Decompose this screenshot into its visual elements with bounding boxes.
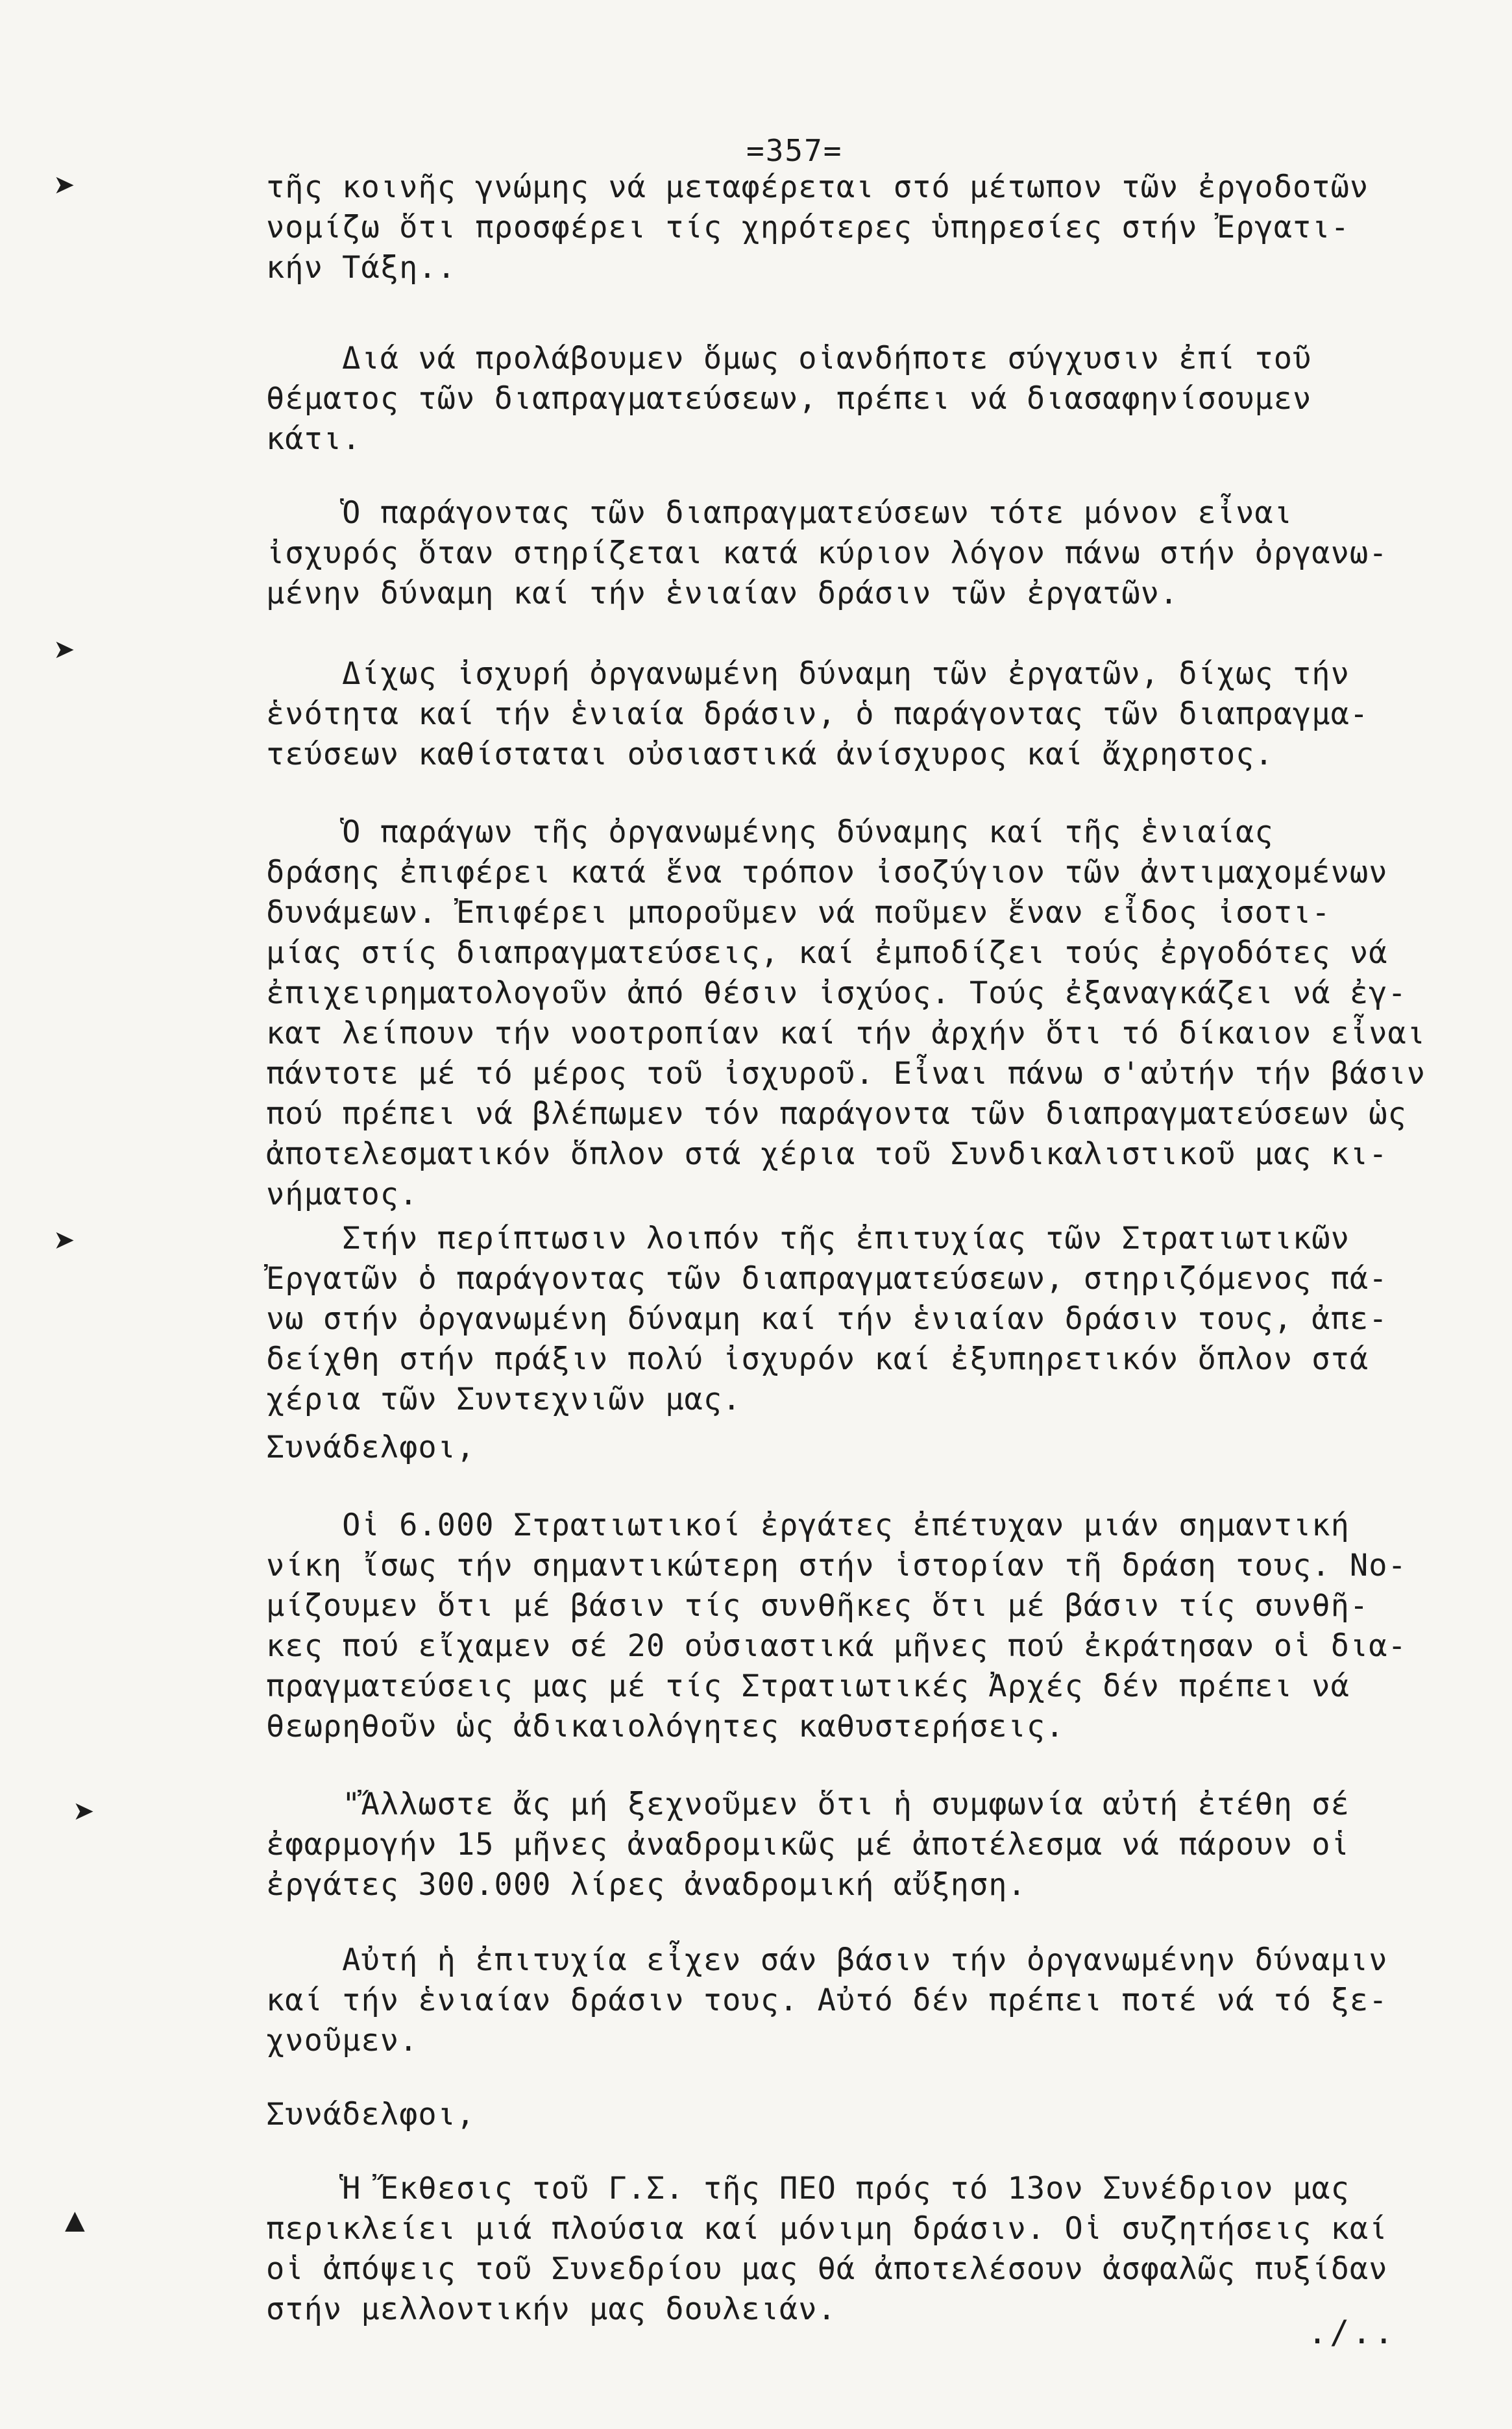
text-line: θεωρηθοῦν ὡς ἀδικαιολόγητες καθυστερήσεις. xyxy=(266,1709,1065,1744)
continuation-mark: ./.. xyxy=(1308,2313,1396,2351)
text-line: Δίχως ἰσχυρή ὀργανωμένη δύναμη τῶν ἐργατῶν, δίχως τήν xyxy=(266,656,1350,692)
text-line: ἐργάτες 300.000 λίρες ἀναδρομική αὔξηση. xyxy=(266,1867,1027,1903)
text-line: Στήν περίπτωσιν λοιπόν τῆς ἐπιτυχίας τῶν Στρατιωτικῶν xyxy=(266,1221,1350,1256)
text-line: "Ἄλλωστε ἄς μή ξεχνοῦμεν ὅτι ἡ συμφωνία αὐτή ἐτέθη σέ xyxy=(266,1787,1350,1822)
text-line: δυνάμεων. Ἐπιφέρει μποροῦμεν νά ποῦμεν ἕναν εἶδος ἰσοτι- xyxy=(266,895,1331,931)
paragraph xyxy=(266,167,1486,288)
text-line: καί τήν ἑνιαίαν δράσιν τους. Αὐτό δέν πρέπει ποτέ νά τό ξε- xyxy=(266,1983,1388,2018)
text-line: νομίζω ὅτι προσφέρει τίς χηρότερες ὑπηρεσίες στήν Ἐργατι- xyxy=(266,210,1350,245)
text-line: οἱ ἀπόψεις τοῦ Συνεδρίου μας θά ἀποτελέσουν ἀσφαλῶς πυξίδαν xyxy=(266,2251,1388,2287)
text-line: μίζουμεν ὅτι μέ βάσιν τίς συνθῆκες ὅτι μέ βάσιν τίς συνθῆ- xyxy=(266,1588,1369,1624)
text-line: Διά νά προλάβουμεν ὅμως οἱανδήποτε σύγχυσιν ἐπί τοῦ xyxy=(266,341,1312,376)
paragraph xyxy=(266,1940,1486,2061)
paragraph xyxy=(266,339,1486,459)
text-line: μίας στίς διαπραγματεύσεις, καί ἐμποδίζει τούς ἐργοδότες νά xyxy=(266,935,1388,971)
page-number: =357= xyxy=(746,133,843,168)
text-line: τεύσεων καθίσταται οὐσιαστικά ἀνίσχυρος καί ἄχρηστος. xyxy=(266,737,1274,772)
text-line: Συνάδελφοι, xyxy=(266,2097,476,2132)
text-line: μένην δύναμη καί τήν ἑνιαίαν δράσιν τῶν ἐργατῶν. xyxy=(266,576,1179,611)
salutation xyxy=(266,1428,1486,1468)
margin-arrow-icon: ➤ xyxy=(53,1225,75,1255)
text-line: Συνάδελφοι, xyxy=(266,1430,476,1465)
text-line: δείχθη στήν πράξιν πολύ ἰσχυρόν καί ἐξυπηρετικόν ὅπλον στά xyxy=(266,1341,1369,1377)
paragraph xyxy=(266,1219,1486,1420)
text-line: ἰσχυρός ὅταν στηρίζεται κατά κύριον λόγον πάνω στήν ὀργανω- xyxy=(266,535,1388,571)
text-line: πραγματεύσεις μας μέ τίς Στρατιωτικές Ἀρχές δέν πρέπει νά xyxy=(266,1668,1350,1704)
text-line: κάτι. xyxy=(266,421,361,457)
text-line: τῆς κοινῆς γνώμης νά μεταφέρεται στό μέτωπον τῶν ἐργοδοτῶν xyxy=(266,169,1369,205)
text-line: στήν μελλοντικήν μας δουλειάν. xyxy=(266,2291,836,2327)
text-line: κήν Τάξη.. xyxy=(266,250,456,286)
text-line: κατ λείπουν τήν νοοτροπίαν καί τήν ἀρχήν ὅτι τό δίκαιον εἶναι xyxy=(266,1016,1426,1051)
margin-arrow-icon: ➤ xyxy=(53,170,75,200)
text-line: χνοῦμεν. xyxy=(266,2023,419,2058)
paragraph xyxy=(266,493,1486,614)
text-line: ἐφαρμογήν 15 μῆνες ἀναδρομικῶς μέ ἀποτέλεσμα νά πάρουν οἱ xyxy=(266,1827,1350,1862)
paragraph xyxy=(266,2169,1486,2330)
text-line: πάντοτε μέ τό μέρος τοῦ ἰσχυροῦ. Εἶναι πάνω σ'αὐτήν τήν βάσιν xyxy=(266,1056,1426,1092)
margin-arrow-icon: ▲ xyxy=(65,2205,85,2235)
paragraph xyxy=(266,812,1486,1215)
text-line: Ὁ παράγοντας τῶν διαπραγματεύσεων τότε μόνον εἶναι xyxy=(266,495,1293,531)
margin-arrow-icon: ➤ xyxy=(73,1796,95,1826)
text-line: θέματος τῶν διαπραγματεύσεων, πρέπει νά διασαφηνίσουμεν xyxy=(266,381,1312,417)
text-line: κες πού εἴχαμεν σέ 20 οὐσιαστικά μῆνες πού ἐκράτησαν οἱ δια- xyxy=(266,1628,1407,1664)
margin-arrow-icon: ➤ xyxy=(53,635,75,665)
text-line: χέρια τῶν Συντεχνιῶν μας. xyxy=(266,1382,742,1417)
text-line: περικλείει μιά πλούσια καί μόνιμη δράσιν. Οἱ συζητήσεις καί xyxy=(266,2211,1388,2247)
text-line: Αὐτή ἡ ἐπιτυχία εἶχεν σάν βάσιν τήν ὀργανωμένην δύναμιν xyxy=(266,1942,1388,1978)
text-line: ἐπιχειρηματολογοῦν ἀπό θέσιν ἰσχύος. Τούς ἐξαναγκάζει νά ἐγ- xyxy=(266,975,1407,1011)
text-line: νω στήν ὀργανωμένη δύναμη καί τήν ἑνιαίαν δράσιν τους, ἀπε- xyxy=(266,1301,1388,1337)
text-line: Οἱ 6.000 Στρατιωτικοί ἐργάτες ἐπέτυχαν μιάν σημαντική xyxy=(266,1507,1350,1543)
paragraph xyxy=(266,1506,1486,1747)
paragraph xyxy=(266,1785,1486,1905)
text-line: δράσης ἐπιφέρει κατά ἕνα τρόπον ἰσοζύγιον τῶν ἀντιμαχομένων xyxy=(266,855,1388,890)
text-line: πού πρέπει νά βλέπωμεν τόν παράγοντα τῶν διαπραγματεύσεων ὡς xyxy=(266,1096,1407,1132)
text-line: ἑνότητα καί τήν ἑνιαία δράσιν, ὁ παράγοντας τῶν διαπραγμα- xyxy=(266,696,1369,732)
salutation xyxy=(266,2095,1486,2135)
paragraph xyxy=(266,654,1486,775)
text-line: ἀποτελεσματικόν ὅπλον στά χέρια τοῦ Συνδικαλιστικοῦ μας κι- xyxy=(266,1136,1388,1172)
text-line: νήματος. xyxy=(266,1177,419,1212)
text-line: Ἡ Ἔκθεσις τοῦ Γ.Σ. τῆς ΠΕΟ πρός τό 13ον Συνέδριον μας xyxy=(266,2171,1350,2206)
text-line: Ὁ παράγων τῆς ὀργανωμένης δύναμης καί τῆς ἑνιαίας xyxy=(266,814,1274,850)
text-line: Ἐργατῶν ὁ παράγοντας τῶν διαπραγματεύσεων, στηριζόμενος πά- xyxy=(266,1261,1388,1297)
text-line: νίκη ἴσως τήν σημαντικώτερη στήν ἱστορίαν τῆ δράση τους. Νο- xyxy=(266,1548,1407,1583)
